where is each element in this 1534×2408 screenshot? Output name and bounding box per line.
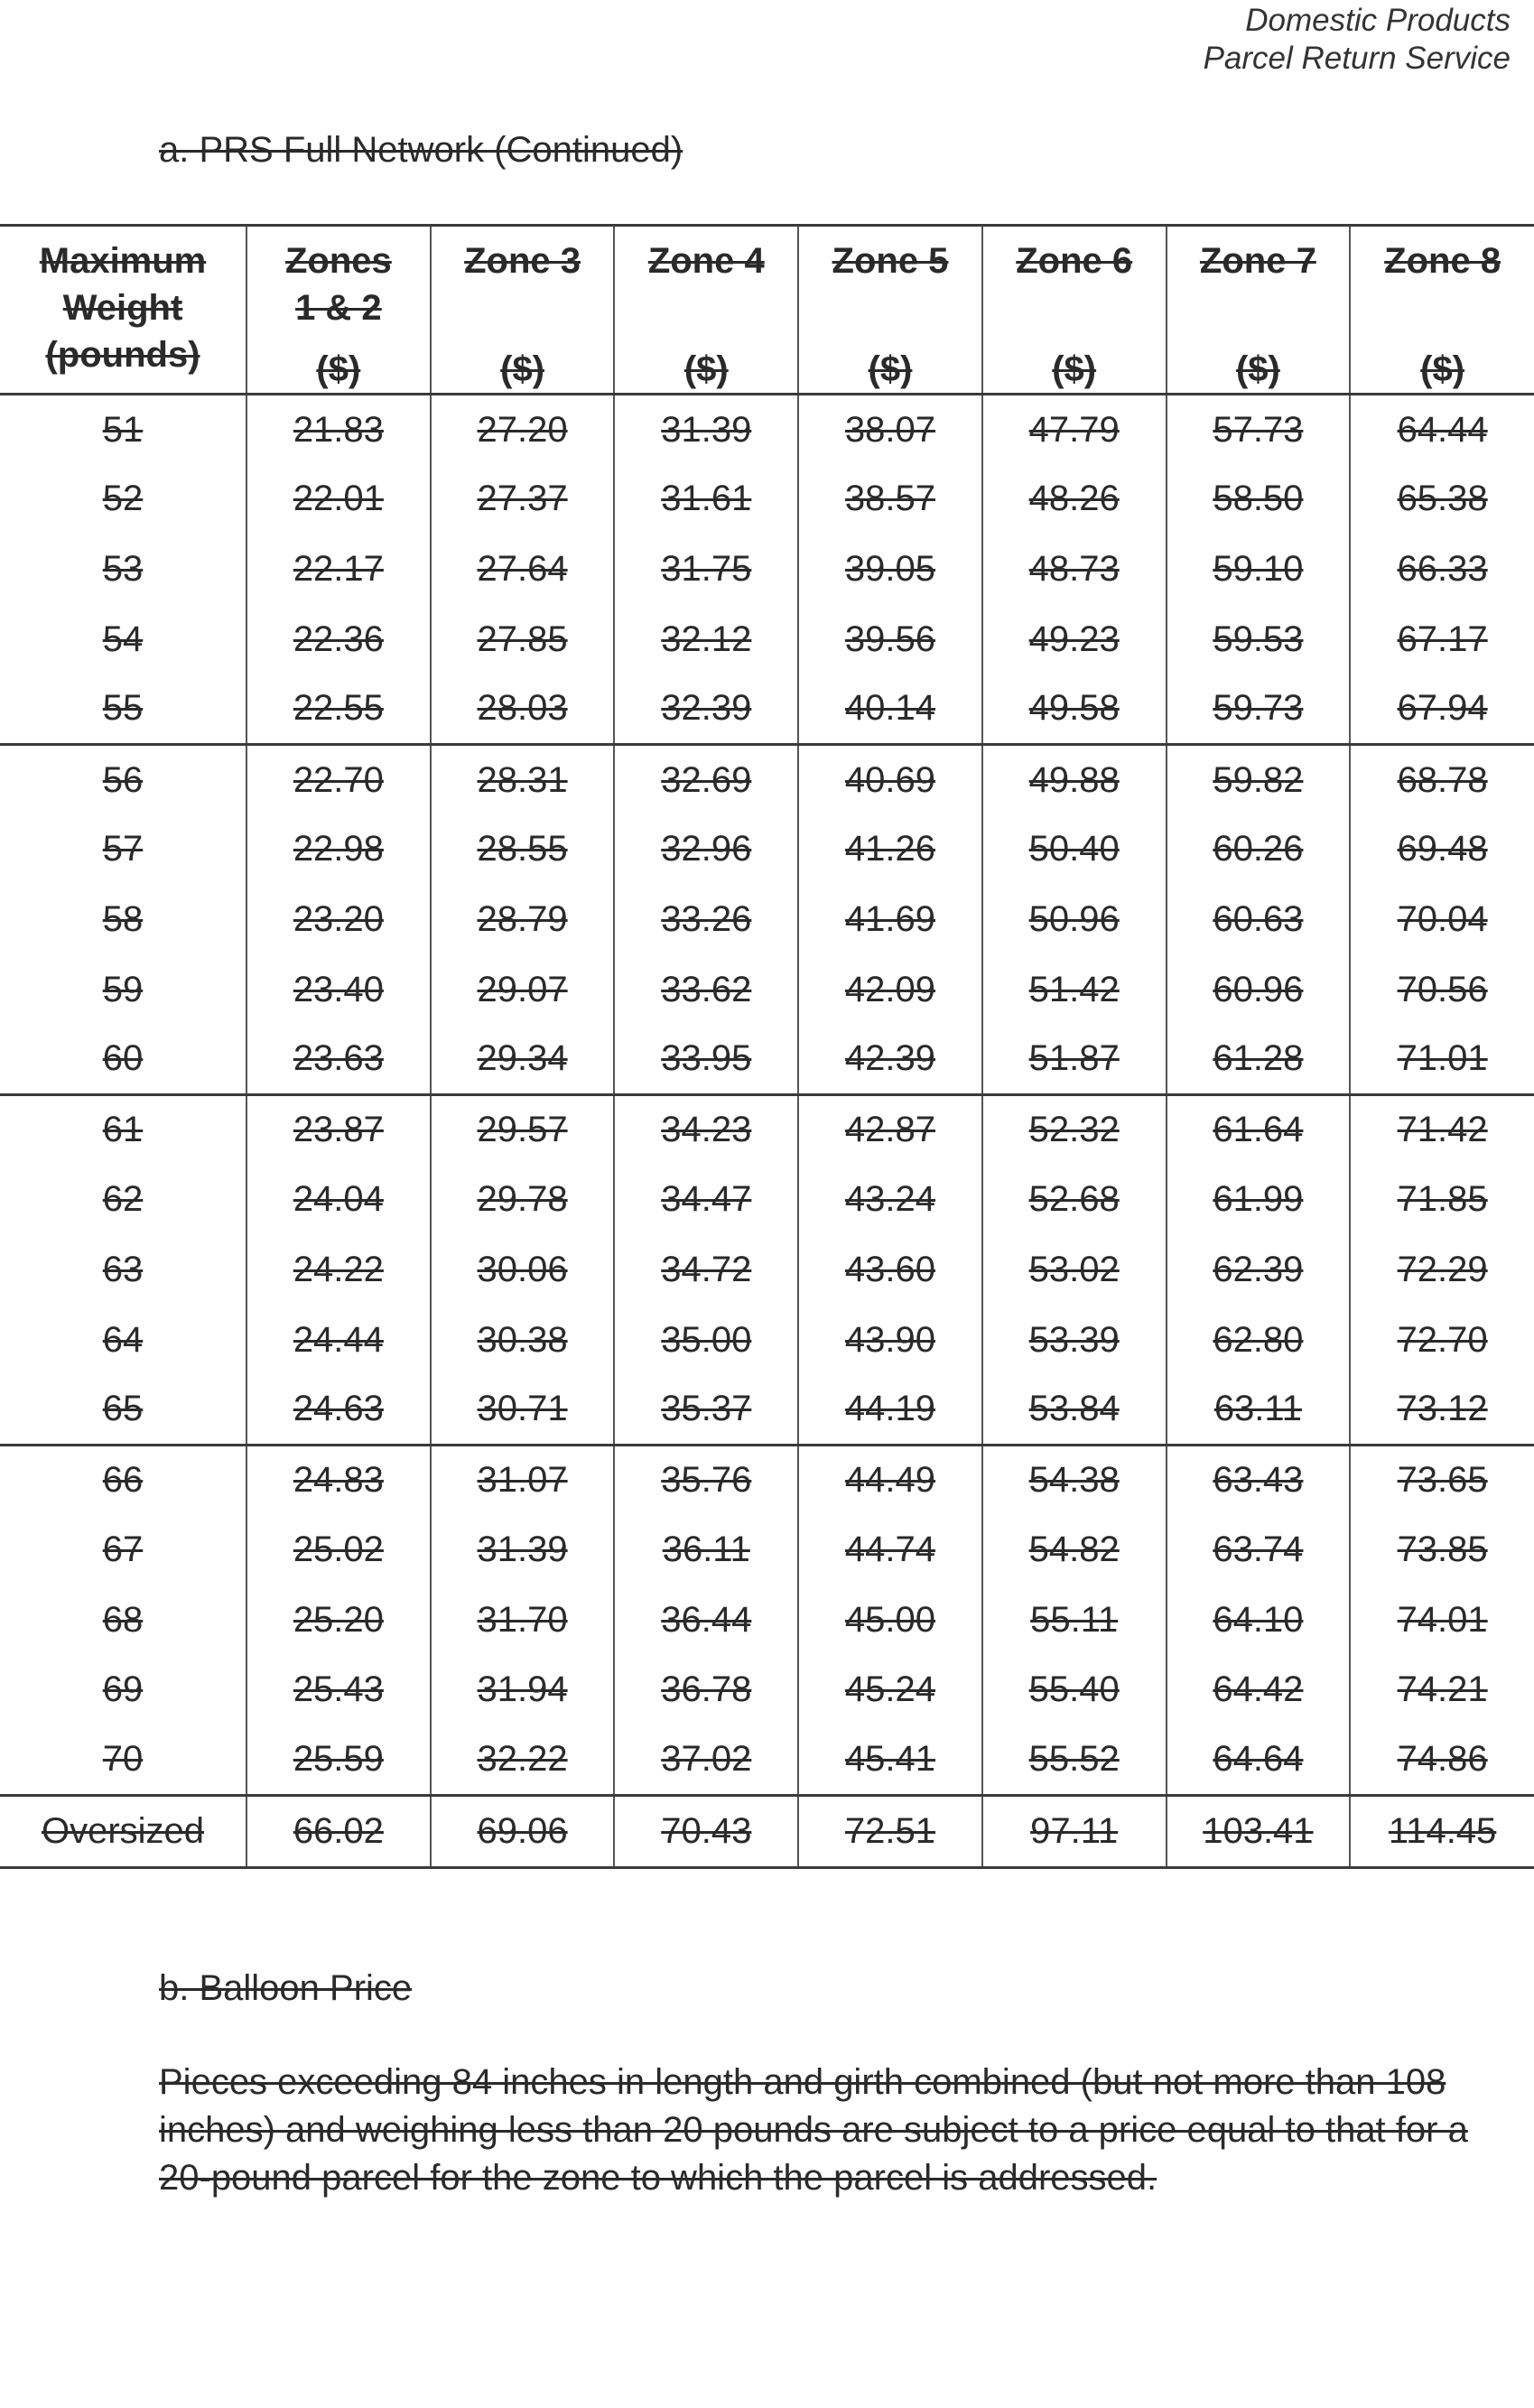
table-row: [0, 464, 1534, 535]
weight-cell: 66: [102, 1460, 144, 1501]
price-cell: 32.12: [614, 604, 798, 674]
price-cell: 69.48: [1350, 814, 1534, 885]
price-cell: 103.41: [1167, 1795, 1351, 1867]
column-header-line: Zone 3: [464, 241, 581, 281]
price-cell: 38.07: [798, 395, 982, 465]
price-cell: 32.96: [614, 814, 798, 885]
price-cell: 33.62: [614, 954, 798, 1025]
price-cell: 64.44: [1350, 395, 1534, 465]
price-cell: 27.85: [431, 604, 615, 674]
price-cell: 65.38: [1350, 464, 1534, 535]
price-cell: 45.41: [798, 1725, 982, 1796]
price-cell: 31.70: [431, 1585, 615, 1656]
column-header-zone-6: [982, 226, 1167, 395]
price-cell: 33.26: [614, 885, 798, 955]
price-cell: 70.04: [1350, 885, 1534, 955]
price-cell: 72.29: [1350, 1235, 1534, 1306]
column-unit: ($): [868, 349, 913, 389]
price-table: [0, 224, 1534, 1869]
price-cell: 74.01: [1350, 1585, 1534, 1656]
price-cell: 71.01: [1350, 1025, 1534, 1095]
price-cell: 59.73: [1167, 674, 1351, 745]
weight-cell: 65: [0, 1375, 246, 1446]
price-cell: 35.00: [614, 1305, 798, 1375]
weight-cell: 64: [102, 1319, 144, 1360]
column-header-zone-8: [1350, 226, 1534, 395]
price-cell: 27.37: [431, 464, 615, 535]
table-row: [0, 1445, 1534, 1515]
column-header-line: Weight: [62, 288, 183, 328]
price-cell: 73.85: [1350, 1515, 1534, 1585]
table-header-row: [0, 226, 1534, 395]
oversized-label: Oversized: [0, 1795, 246, 1867]
price-cell: 22.70: [246, 744, 431, 814]
column-unit: ($): [1420, 349, 1465, 389]
price-cell: 31.07: [431, 1445, 615, 1515]
price-cell: 40.69: [798, 744, 982, 814]
price-cell: 72.70: [1350, 1305, 1534, 1375]
price-cell: 25.20: [246, 1585, 431, 1656]
price-cell: 49.58: [982, 674, 1167, 745]
column-header-weight: [0, 226, 246, 395]
price-cell: 25.43: [246, 1655, 431, 1725]
price-cell: 55.40: [982, 1655, 1167, 1725]
column-unit: ($): [316, 349, 361, 389]
weight-cell: 59: [102, 969, 144, 1009]
price-cell: 53.02: [982, 1235, 1167, 1306]
price-cell: 31.94: [431, 1655, 615, 1725]
header-line-1: Domestic Products: [1245, 3, 1511, 38]
price-cell: 71.42: [1350, 1094, 1534, 1165]
price-cell: 53.39: [982, 1305, 1167, 1375]
price-cell: 74.21: [1350, 1655, 1534, 1725]
price-cell: 51.42: [982, 954, 1167, 1025]
price-cell: 73.12: [1350, 1375, 1534, 1446]
price-cell: 29.07: [431, 954, 615, 1025]
price-cell: 39.56: [798, 604, 982, 674]
column-header-line: Zone 5: [832, 241, 949, 281]
price-cell: 60.26: [1167, 814, 1351, 885]
price-cell: 49.23: [982, 604, 1167, 674]
price-cell: 73.65: [1350, 1445, 1534, 1515]
table-row: [0, 604, 1534, 674]
price-cell: 48.26: [982, 464, 1167, 535]
price-cell: 51.87: [982, 1025, 1167, 1095]
header-line-2: Parcel Return Service: [1203, 41, 1511, 76]
price-cell: 25.59: [246, 1725, 431, 1796]
price-cell: 57.73: [1167, 395, 1351, 465]
price-cell: 114.45: [1350, 1795, 1534, 1867]
price-cell: 22.36: [246, 604, 431, 674]
table-row: [0, 954, 1534, 1025]
price-cell: 74.86: [1350, 1725, 1534, 1796]
column-header-zones-1-2: [246, 226, 431, 395]
price-cell: 60.96: [1167, 954, 1351, 1025]
price-cell: 48.73: [982, 535, 1167, 605]
price-cell: 45.00: [798, 1585, 982, 1656]
table-row: [0, 1655, 1534, 1725]
price-cell: 54.82: [982, 1515, 1167, 1585]
price-cell: 61.28: [1167, 1025, 1351, 1095]
price-cell: 62.80: [1167, 1305, 1351, 1375]
column-header-line: (pounds): [45, 335, 200, 375]
price-cell: 59.82: [1167, 744, 1351, 814]
price-cell: 69.06: [431, 1795, 615, 1867]
price-cell: 54.38: [982, 1445, 1167, 1515]
column-unit: ($): [1235, 349, 1280, 389]
table-row: [0, 1725, 1534, 1796]
column-header-zone-7: [1167, 226, 1351, 395]
weight-cell: 57: [102, 829, 144, 869]
weight-cell: 58: [102, 898, 144, 939]
price-cell: 31.61: [614, 464, 798, 535]
price-cell: 23.20: [246, 885, 431, 955]
price-cell: 52.68: [982, 1165, 1167, 1235]
price-cell: 66.33: [1350, 535, 1534, 605]
price-cell: 36.11: [614, 1515, 798, 1585]
column-header-line: Zone 4: [647, 241, 765, 281]
weight-cell: 54: [102, 618, 144, 659]
balloon-price-description: Pieces exceeding 84 inches in length and girth combined (but not more than 108 inches) and weighing less than 20 pounds are subject to a price equal to that for a 20-pound parcel for the zone to which the parcel is addressed.: [159, 2062, 1468, 2198]
price-cell: 63.74: [1167, 1515, 1351, 1585]
price-cell: 38.57: [798, 464, 982, 535]
price-cell: 40.14: [798, 674, 982, 745]
price-cell: 24.22: [246, 1235, 431, 1306]
price-cell: 45.24: [798, 1655, 982, 1725]
weight-cell: 62: [102, 1179, 144, 1220]
price-cell: 32.69: [614, 744, 798, 814]
table-row: [0, 1165, 1534, 1235]
table-body: [0, 395, 1534, 1868]
price-cell: 55.11: [982, 1585, 1167, 1656]
table-row: [0, 1025, 1534, 1095]
price-cell: 68.78: [1350, 744, 1534, 814]
price-cell: 36.44: [614, 1585, 798, 1656]
price-cell: 31.75: [614, 535, 798, 605]
price-cell: 32.39: [614, 674, 798, 745]
price-cell: 59.10: [1167, 535, 1351, 605]
price-cell: 44.74: [798, 1515, 982, 1585]
price-cell: 29.34: [431, 1025, 615, 1095]
weight-cell: 61: [102, 1110, 144, 1150]
price-cell: 47.79: [982, 395, 1167, 465]
price-cell: 27.20: [431, 395, 615, 465]
price-cell: 61.99: [1167, 1165, 1351, 1235]
price-cell: 22.01: [246, 464, 431, 535]
table-row: [0, 1515, 1534, 1585]
price-cell: 70.43: [614, 1795, 798, 1867]
table-row: [0, 1235, 1534, 1306]
column-unit: ($): [683, 349, 729, 389]
price-cell: 63.11: [1167, 1375, 1351, 1446]
price-cell: 31.39: [431, 1515, 615, 1585]
price-cell: 29.78: [431, 1165, 615, 1235]
weight-cell: 68: [102, 1599, 144, 1640]
table-row: [0, 744, 1534, 814]
weight-cell: 67: [102, 1529, 144, 1570]
table-row: [0, 1585, 1534, 1656]
price-cell: 28.79: [431, 885, 615, 955]
page-header: [1204, 2, 1511, 78]
section-a-title: a. PRS Full Network (Continued): [159, 130, 683, 170]
column-unit: ($): [500, 349, 545, 389]
price-cell: 24.44: [246, 1305, 431, 1375]
price-cell: 58.50: [1167, 464, 1351, 535]
weight-cell: 60: [0, 1025, 246, 1095]
price-cell: 43.60: [798, 1235, 982, 1306]
price-cell: 71.85: [1350, 1165, 1534, 1235]
price-cell: 43.24: [798, 1165, 982, 1235]
price-cell: 64.10: [1167, 1585, 1351, 1656]
table-row: [0, 674, 1534, 745]
table-row: [0, 1305, 1534, 1375]
price-cell: 30.38: [431, 1305, 615, 1375]
price-cell: 24.83: [246, 1445, 431, 1515]
price-cell: 67.17: [1350, 604, 1534, 674]
price-cell: 29.57: [431, 1094, 615, 1165]
price-cell: 55.52: [982, 1725, 1167, 1796]
price-cell: 49.88: [982, 744, 1167, 814]
price-cell: 60.63: [1167, 885, 1351, 955]
price-cell: 27.64: [431, 535, 615, 605]
column-header-line: 1 & 2: [295, 288, 382, 328]
price-cell: 21.83: [246, 395, 431, 465]
price-cell: 70.56: [1350, 954, 1534, 1025]
price-cell: 22.98: [246, 814, 431, 885]
column-header-zone-3: [431, 226, 615, 395]
price-cell: 42.87: [798, 1094, 982, 1165]
price-cell: 22.17: [246, 535, 431, 605]
price-cell: 35.37: [614, 1375, 798, 1446]
price-cell: 64.64: [1167, 1725, 1351, 1796]
price-cell: 41.26: [798, 814, 982, 885]
price-cell: 28.31: [431, 744, 615, 814]
column-header-line: Maximum: [39, 241, 207, 281]
oversized-row: [0, 1795, 1534, 1867]
table-row: [0, 395, 1534, 465]
price-cell: 53.84: [982, 1375, 1167, 1446]
price-cell: 39.05: [798, 535, 982, 605]
price-cell: 34.47: [614, 1165, 798, 1235]
table-row: [0, 1375, 1534, 1446]
price-cell: 23.40: [246, 954, 431, 1025]
price-cell: 50.40: [982, 814, 1167, 885]
price-cell: 33.95: [614, 1025, 798, 1095]
price-cell: 31.39: [614, 395, 798, 465]
price-cell: 62.39: [1167, 1235, 1351, 1306]
price-cell: 37.02: [614, 1725, 798, 1796]
table-row: [0, 885, 1534, 955]
column-header-zone-4: [614, 226, 798, 395]
price-cell: 30.06: [431, 1235, 615, 1306]
price-cell: 61.64: [1167, 1094, 1351, 1165]
price-cell: 34.23: [614, 1094, 798, 1165]
price-cell: 32.22: [431, 1725, 615, 1796]
price-cell: 35.76: [614, 1445, 798, 1515]
table-row: [0, 535, 1534, 605]
price-cell: 22.55: [246, 674, 431, 745]
column-header-line: Zone 8: [1384, 241, 1501, 281]
price-cell: 23.87: [246, 1094, 431, 1165]
price-cell: 42.09: [798, 954, 982, 1025]
table-row: [0, 1094, 1534, 1165]
price-cell: 34.72: [614, 1235, 798, 1306]
price-cell: 64.42: [1167, 1655, 1351, 1725]
price-cell: 30.71: [431, 1375, 615, 1446]
weight-cell: 69: [102, 1669, 144, 1710]
price-cell: 28.03: [431, 674, 615, 745]
weight-cell: 70: [0, 1725, 246, 1796]
section-b-title: b. Balloon Price: [159, 1968, 413, 2008]
price-cell: 24.63: [246, 1375, 431, 1446]
column-header-line: Zone 6: [1016, 241, 1133, 281]
price-cell: 24.04: [246, 1165, 431, 1235]
price-cell: 66.02: [246, 1795, 431, 1867]
weight-cell: 51: [102, 409, 144, 450]
price-cell: 72.51: [798, 1795, 982, 1867]
column-header-line: Zone 7: [1199, 241, 1316, 281]
column-unit: ($): [1052, 349, 1097, 389]
price-cell: 52.32: [982, 1094, 1167, 1165]
price-cell: 50.96: [982, 885, 1167, 955]
price-cell: 42.39: [798, 1025, 982, 1095]
weight-cell: 63: [102, 1249, 144, 1289]
price-cell: 28.55: [431, 814, 615, 885]
price-cell: 67.94: [1350, 674, 1534, 745]
weight-cell: 55: [0, 674, 246, 745]
weight-cell: 56: [102, 759, 144, 800]
price-cell: 44.19: [798, 1375, 982, 1446]
weight-cell: 53: [102, 548, 144, 589]
price-cell: 44.49: [798, 1445, 982, 1515]
weight-cell: 52: [102, 479, 144, 519]
price-cell: 23.63: [246, 1025, 431, 1095]
column-header-line: Zones: [284, 241, 392, 281]
price-cell: 43.90: [798, 1305, 982, 1375]
price-cell: 63.43: [1167, 1445, 1351, 1515]
table-row: [0, 814, 1534, 885]
price-cell: 97.11: [982, 1795, 1167, 1867]
price-cell: 25.02: [246, 1515, 431, 1585]
price-cell: 36.78: [614, 1655, 798, 1725]
price-cell: 59.53: [1167, 604, 1351, 674]
column-header-zone-5: [798, 226, 982, 395]
price-cell: 41.69: [798, 885, 982, 955]
